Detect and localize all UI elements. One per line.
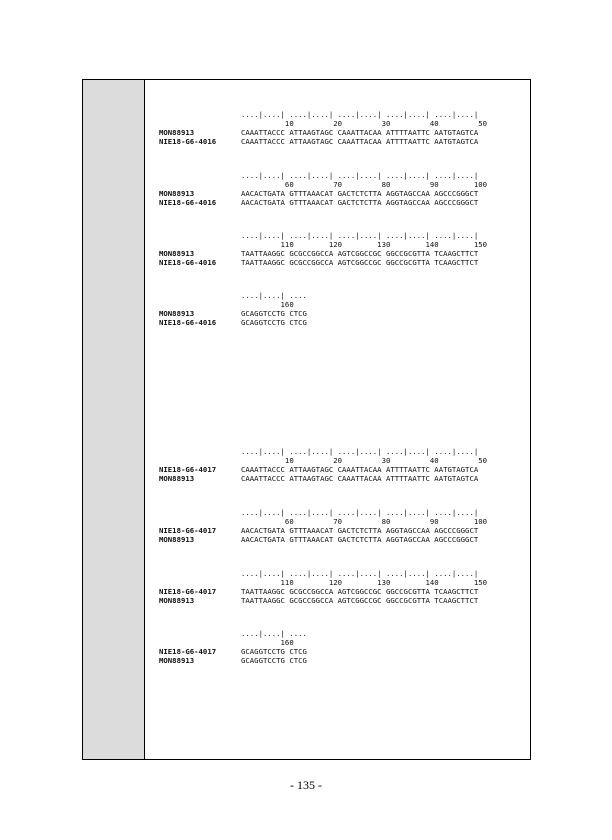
- alignment-table: [82, 79, 531, 760]
- sequence-text: CAAATTACCC ATTAAGTAGC CAAATTACAA ATTTTAATTC AATGTAGTCA: [241, 128, 479, 137]
- sequence-text: CAAATTACCC ATTAAGTAGC CAAATTACAA ATTTTAATTC AATGTAGTCA: [241, 465, 479, 474]
- table-side-column: [83, 80, 145, 759]
- sequence-text: CAAATTACCC ATTAAGTAGC CAAATTACAA ATTTTAATTC AATGTAGTCA: [241, 474, 479, 483]
- sequence-text: GCAGGTCCTG CTCG: [241, 656, 307, 665]
- position-numbers: 110 120 130 140 150: [241, 240, 488, 249]
- sequence-label: MON88913: [159, 596, 195, 605]
- position-ruler: ....|....| ....: [241, 291, 307, 300]
- position-ruler: ....|....| ....|....| ....|....| ....|....| ....|....|: [241, 110, 479, 119]
- sequence-label: NIE18-G6-4016: [159, 198, 217, 207]
- sequence-label: NIE18-G6-4017: [159, 526, 217, 535]
- position-ruler: ....|....| ....|....| ....|....| ....|....| ....|....|: [241, 171, 479, 180]
- position-numbers: 60 70 80 90 100: [241, 517, 488, 526]
- sequence-text: TAATTAAGGC GCGCCGGCCA AGTCGGCCGC GGCCGCGTTA TCAAGCTTCT: [241, 596, 479, 605]
- position-ruler: ....|....| ....: [241, 629, 307, 638]
- position-ruler: ....|....| ....|....| ....|....| ....|....| ....|....|: [241, 447, 479, 456]
- sequence-text: AACACTGATA GTTTAAACAT GACTCTCTTA AGGTAGCCAA AGCCCGGGCT: [241, 189, 479, 198]
- sequence-label: MON88913: [159, 474, 195, 483]
- position-ruler: ....|....| ....|....| ....|....| ....|....| ....|....|: [241, 569, 479, 578]
- sequence-label: MON88913: [159, 128, 195, 137]
- position-numbers: 110 120 130 140 150: [241, 578, 488, 587]
- sequence-text: AACACTGATA GTTTAAACAT GACTCTCTTA AGGTAGCCAA AGCCCGGGCT: [241, 535, 479, 544]
- sequence-label: MON88913: [159, 656, 195, 665]
- sequence-text: TAATTAAGGC GCGCCGGCCA AGTCGGCCGC GGCCGCGTTA TCAAGCTTCT: [241, 258, 479, 267]
- sequence-label: MON88913: [159, 309, 195, 318]
- sequence-label: MON88913: [159, 535, 195, 544]
- position-ruler: ....|....| ....|....| ....|....| ....|....| ....|....|: [241, 231, 479, 240]
- sequence-label: NIE18-G6-4017: [159, 465, 217, 474]
- sequence-label: NIE18-G6-4017: [159, 647, 217, 656]
- sequence-label: NIE18-G6-4016: [159, 258, 217, 267]
- sequence-text: GCAGGTCCTG CTCG: [241, 647, 307, 656]
- sequence-label: NIE18-G6-4016: [159, 318, 217, 327]
- sequence-text: AACACTGATA GTTTAAACAT GACTCTCTTA AGGTAGCCAA AGCCCGGGCT: [241, 526, 479, 535]
- position-numbers: 10 20 30 40 50: [241, 119, 488, 128]
- sequence-label: MON88913: [159, 189, 195, 198]
- sequence-label: NIE18-G6-4017: [159, 587, 217, 596]
- sequence-label: NIE18-G6-4016: [159, 137, 217, 146]
- page-number: - 135 -: [290, 778, 322, 792]
- sequence-label: MON88913: [159, 249, 195, 258]
- sequence-text: TAATTAAGGC GCGCCGGCCA AGTCGGCCGC GGCCGCGTTA TCAAGCTTCT: [241, 587, 479, 596]
- sequence-text: GCAGGTCCTG CTCG: [241, 309, 307, 318]
- position-numbers: 10 20 30 40 50: [241, 456, 488, 465]
- position-numbers: 160: [241, 300, 294, 309]
- sequence-text: TAATTAAGGC GCGCCGGCCA AGTCGGCCGC GGCCGCGTTA TCAAGCTTCT: [241, 249, 479, 258]
- position-numbers: 160: [241, 638, 294, 647]
- position-numbers: 60 70 80 90 100: [241, 180, 488, 189]
- sequence-text: AACACTGATA GTTTAAACAT GACTCTCTTA AGGTAGCCAA AGCCCGGGCT: [241, 198, 479, 207]
- sequence-text: CAAATTACCC ATTAAGTAGC CAAATTACAA ATTTTAATTC AATGTAGTCA: [241, 137, 479, 146]
- sequence-text: GCAGGTCCTG CTCG: [241, 318, 307, 327]
- position-ruler: ....|....| ....|....| ....|....| ....|....| ....|....|: [241, 508, 479, 517]
